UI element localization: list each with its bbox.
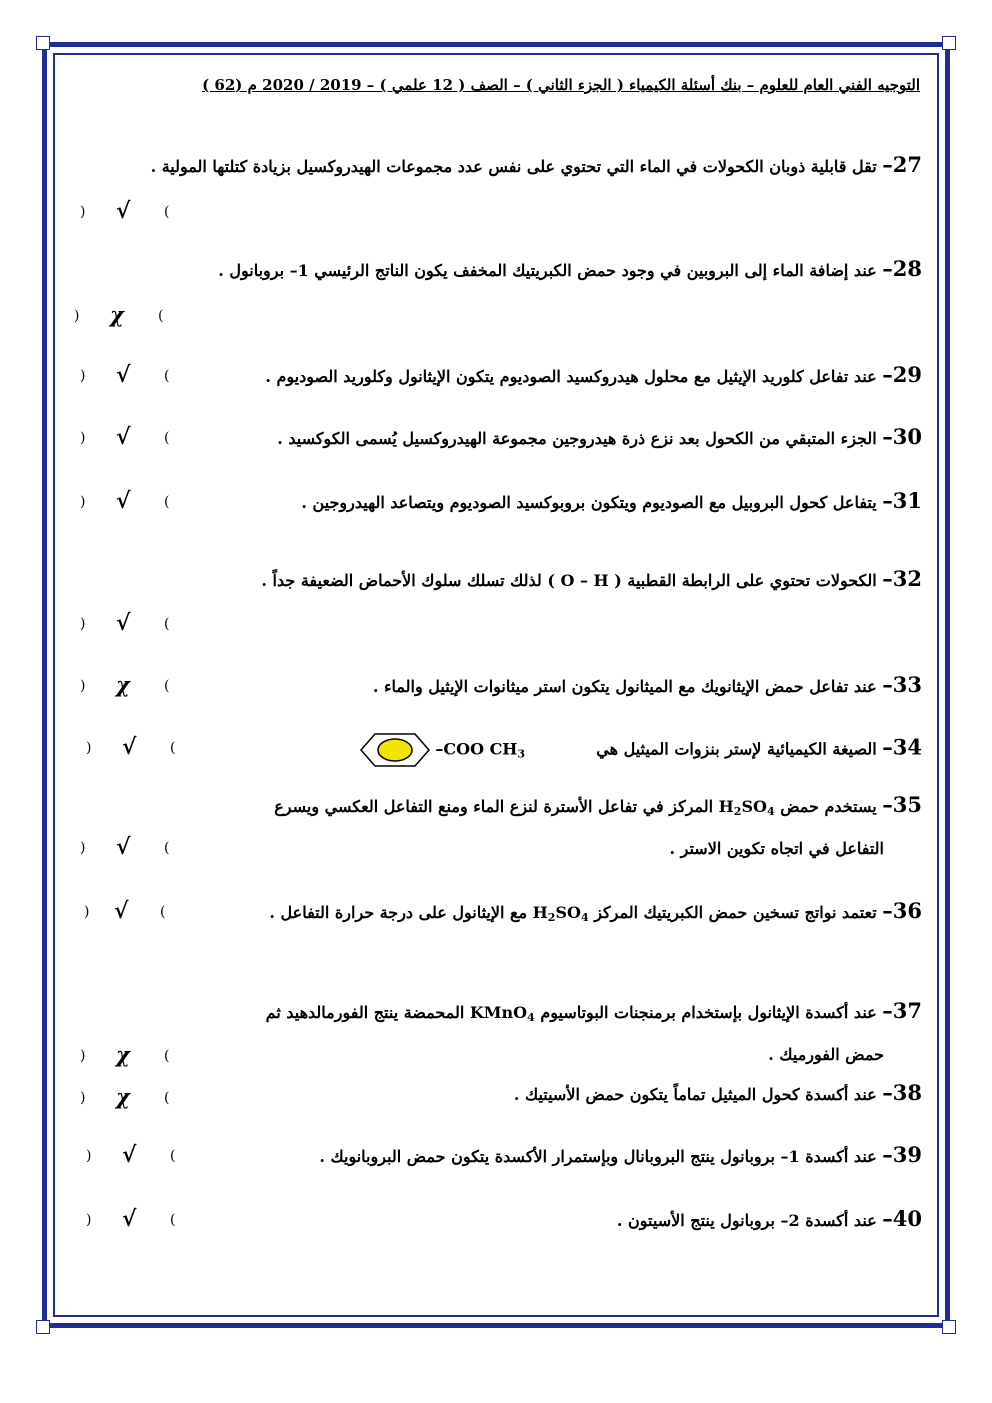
answer-box-36: ) √ ( <box>84 898 166 924</box>
question-number: 27– <box>882 152 922 177</box>
chemical-formula: $H_2SO_4$ <box>718 797 775 818</box>
check-mark-icon: √ <box>116 610 131 636</box>
check-mark-icon: √ <box>122 1142 137 1168</box>
check-mark-icon: √ <box>116 362 131 388</box>
question-number: 37– <box>882 998 922 1023</box>
corner-ornament <box>36 36 50 50</box>
answer-box-31: ) √ ( <box>80 488 170 514</box>
question-text: عند إضافة الماء إلى البروبين في وجود حمض الكبريتيك المخفف يكون الناتج الرئيسي 1– بروبانول . <box>218 261 877 280</box>
corner-ornament <box>942 36 956 50</box>
question-35-line2: التفاعل في اتجاه تكوين الاستر . <box>669 839 884 858</box>
question-30 <box>162 424 922 452</box>
question-33 <box>162 672 922 700</box>
chemical-formula: $H_2SO_4$ <box>532 903 589 924</box>
check-mark-icon: √ <box>116 488 131 514</box>
question-32 <box>162 566 922 594</box>
answer-box-34: ) √ ( <box>86 734 176 760</box>
question-text: عند أكسدة 1– بروبانول ينتج البروبانال وبإستمرار الأكسدة يتكون حمض البروبانويك . <box>319 1147 877 1166</box>
answer-box-38: ) χ ( <box>80 1084 170 1109</box>
cross-mark-icon: χ <box>116 1042 130 1067</box>
answer-box-40: ) √ ( <box>86 1206 176 1232</box>
check-mark-icon: √ <box>116 834 131 860</box>
question-number: 35– <box>882 792 922 817</box>
question-number: 32– <box>882 566 922 591</box>
question-38 <box>162 1080 922 1108</box>
question-text: الجزء المتبقي من الكحول بعد نزع ذرة هيدروجين مجموعة الهيدروكسيل يُسمى الكوكسيد . <box>277 429 877 448</box>
answer-box-39: ) √ ( <box>86 1142 176 1168</box>
question-text: تقل قابلية ذوبان الكحولات في الماء التي تحتوي على نفس عدد مجموعات الهيدروكسيل بزيادة كتلتها المولية . <box>150 157 877 176</box>
check-mark-icon: √ <box>114 898 129 924</box>
answer-box-33: ) χ ( <box>80 672 170 697</box>
answer-box-30: ) √ ( <box>80 424 170 450</box>
question-text: الصيغة الكيميائية لإستر بنزوات الميثيل هي <box>596 739 877 759</box>
methyl-benzoate-formula: –COO $CH_3$ <box>355 732 525 768</box>
question-number: 36– <box>882 898 922 923</box>
corner-ornament <box>36 1320 50 1334</box>
question-text: الكحولات تحتوي على الرابطة القطبية ( O – H ) لذلك تسلك سلوك الأحماض الضعيفة جداً . <box>261 571 877 590</box>
corner-ornament <box>942 1320 956 1334</box>
question-27 <box>150 152 922 180</box>
benzene-ring-icon <box>359 732 431 768</box>
question-36: 36– تعتمد نواتج تسخين حمض الكبريتيك المركز $H_2SO_4$ مع الإيثانول على درجة حرارة التفاعل . <box>269 898 922 924</box>
question-31 <box>162 488 922 516</box>
question-40 <box>162 1206 922 1234</box>
question-text: عند أكسدة 2– بروبانول ينتج الأسيتون . <box>616 1211 877 1230</box>
check-mark-icon: √ <box>122 1206 137 1232</box>
question-39 <box>162 1142 922 1170</box>
question-text: يتفاعل كحول البروبيل مع الصوديوم ويتكون بروبوكسيد الصوديوم ويتصاعد الهيدروجين . <box>301 493 877 512</box>
question-34 <box>162 732 922 768</box>
check-mark-icon: √ <box>116 198 131 224</box>
chemical-formula: KMnO$_4$ <box>469 1003 535 1024</box>
answer-box-29: ) √ ( <box>80 362 170 388</box>
question-number: 28– <box>882 256 922 281</box>
answer-box-35: ) √ ( <box>80 834 170 860</box>
question-number: 34– <box>882 734 922 760</box>
answer-box-37: ) χ ( <box>80 1042 170 1067</box>
question-37: 37– عند أكسدة الإيثانول بإستخدام برمنجنات البوتاسيوم KMnO$_4$ المحمضة ينتج الفورمالدهيد ثم <box>265 998 922 1024</box>
question-35: 35– يستخدم حمض $H_2SO_4$ المركز في تفاعل الأسترة لنزع الماء ومنع التفاعل العكسي ويسرع <box>274 792 922 818</box>
question-number: 30– <box>882 424 922 449</box>
question-number: 39– <box>882 1142 922 1167</box>
cross-mark-icon: χ <box>110 302 124 327</box>
question-37-line2: حمض الفورميك . <box>768 1045 884 1064</box>
check-mark-icon: √ <box>116 424 131 450</box>
question-number: 40– <box>882 1206 922 1231</box>
cross-mark-icon: χ <box>116 672 130 697</box>
answer-box-28: ) χ ( <box>74 302 164 327</box>
answer-box-32: ) √ ( <box>80 610 170 636</box>
question-29 <box>162 362 922 390</box>
question-number: 38– <box>882 1080 922 1105</box>
cross-mark-icon: χ <box>116 1084 130 1109</box>
answer-box-27: ) √ ( <box>80 198 170 224</box>
question-text: عند أكسدة كحول الميثيل تماماً يتكون حمض الأسيتيك . <box>513 1085 877 1104</box>
question-text: عند تفاعل كلوريد الإيثيل مع محلول هيدروكسيد الصوديوم يتكون الإيثانول وكلوريد الصوديوم . <box>265 367 877 386</box>
question-number: 33– <box>882 672 922 697</box>
question-text: عند تفاعل حمض الإيثانويك مع الميثانول يتكون استر ميثانوات الإيثيل والماء . <box>372 677 877 696</box>
page-header: التوجيه الفني العام للعلوم – بنك أسئلة الكيمياء ( الجزء الثاني ) – الصف ( 12 علمي ) – 2019 / 2020 م (62 ) <box>202 76 920 94</box>
question-number: 31– <box>882 488 922 513</box>
question-number: 29– <box>882 362 922 387</box>
check-mark-icon: √ <box>122 734 137 760</box>
question-28 <box>162 256 922 284</box>
